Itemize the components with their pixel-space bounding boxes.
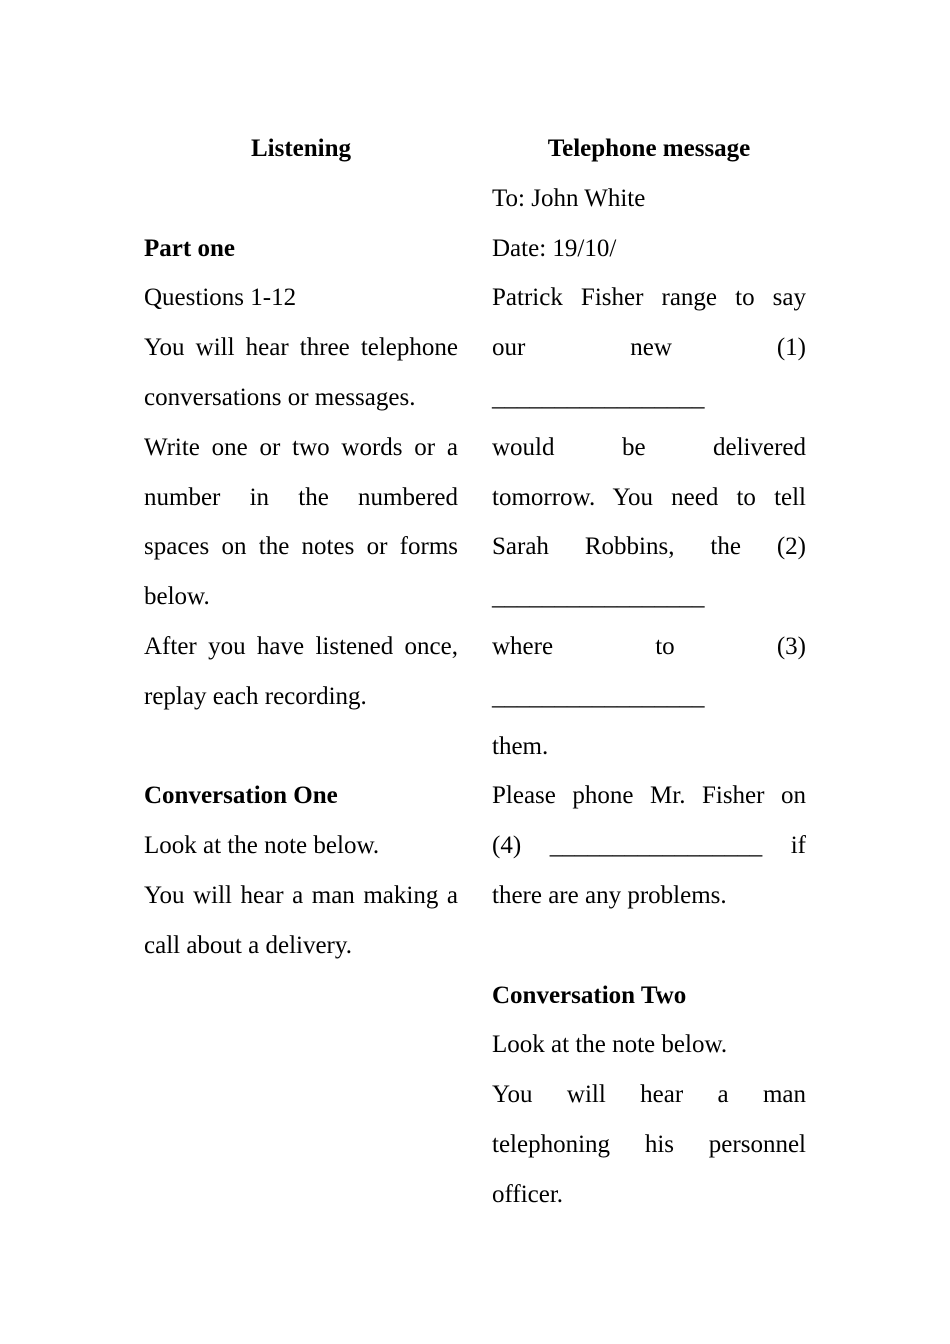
message-line: there are any problems. <box>492 881 727 909</box>
message-date: Date: 19/10/ <box>492 234 617 262</box>
spacer <box>492 921 806 971</box>
answer-blank-1: _________________ <box>492 383 705 411</box>
message-to: To: John White <box>492 184 646 212</box>
conversation-one-line-1: Look at the note below. <box>144 832 380 860</box>
instructions-para-2: Write one or two words or a number in the numbered spaces on the notes or forms below. <box>144 433 458 611</box>
message-line: our new (1) <box>492 334 806 362</box>
listening-heading: Listening <box>250 135 352 162</box>
instructions-para-3: After you have listened once, replay each recording. <box>144 632 458 710</box>
answer-blank-4-line: (4) _________________ if <box>492 832 806 860</box>
conversation-two-title: Conversation Two <box>492 981 687 1009</box>
answer-blank-2: _________________ <box>492 583 705 611</box>
spacer <box>144 174 458 224</box>
message-line: would be delivered <box>492 433 806 461</box>
telephone-message-heading: Telephone message <box>547 135 751 162</box>
part-title: Part one <box>144 234 235 262</box>
instructions-para-1: You will hear three telephone conversations or messages. <box>144 334 458 411</box>
message-line: them. <box>492 732 549 760</box>
message-line: Patrick Fisher range to say <box>492 284 806 312</box>
questions-range: Questions 1-12 <box>144 284 297 312</box>
message-line: Sarah Robbins, the (2) <box>492 533 806 561</box>
conversation-two-line-2: You will hear a man telephoning his personnel officer. <box>492 1081 806 1208</box>
message-line: where to (3) <box>492 632 806 660</box>
message-line: tomorrow. You need to tell <box>492 483 806 511</box>
right-column <box>492 124 806 1220</box>
conversation-one-line-2: You will hear a man making a call about a delivery. <box>144 881 458 959</box>
conversation-two-line-1: Look at the note below. <box>492 1031 728 1059</box>
left-column <box>144 124 458 971</box>
conversation-one-title: Conversation One <box>144 782 338 810</box>
answer-blank-3: _________________ <box>492 682 705 710</box>
message-line: Please phone Mr. Fisher on <box>492 782 806 810</box>
spacer <box>144 722 458 772</box>
